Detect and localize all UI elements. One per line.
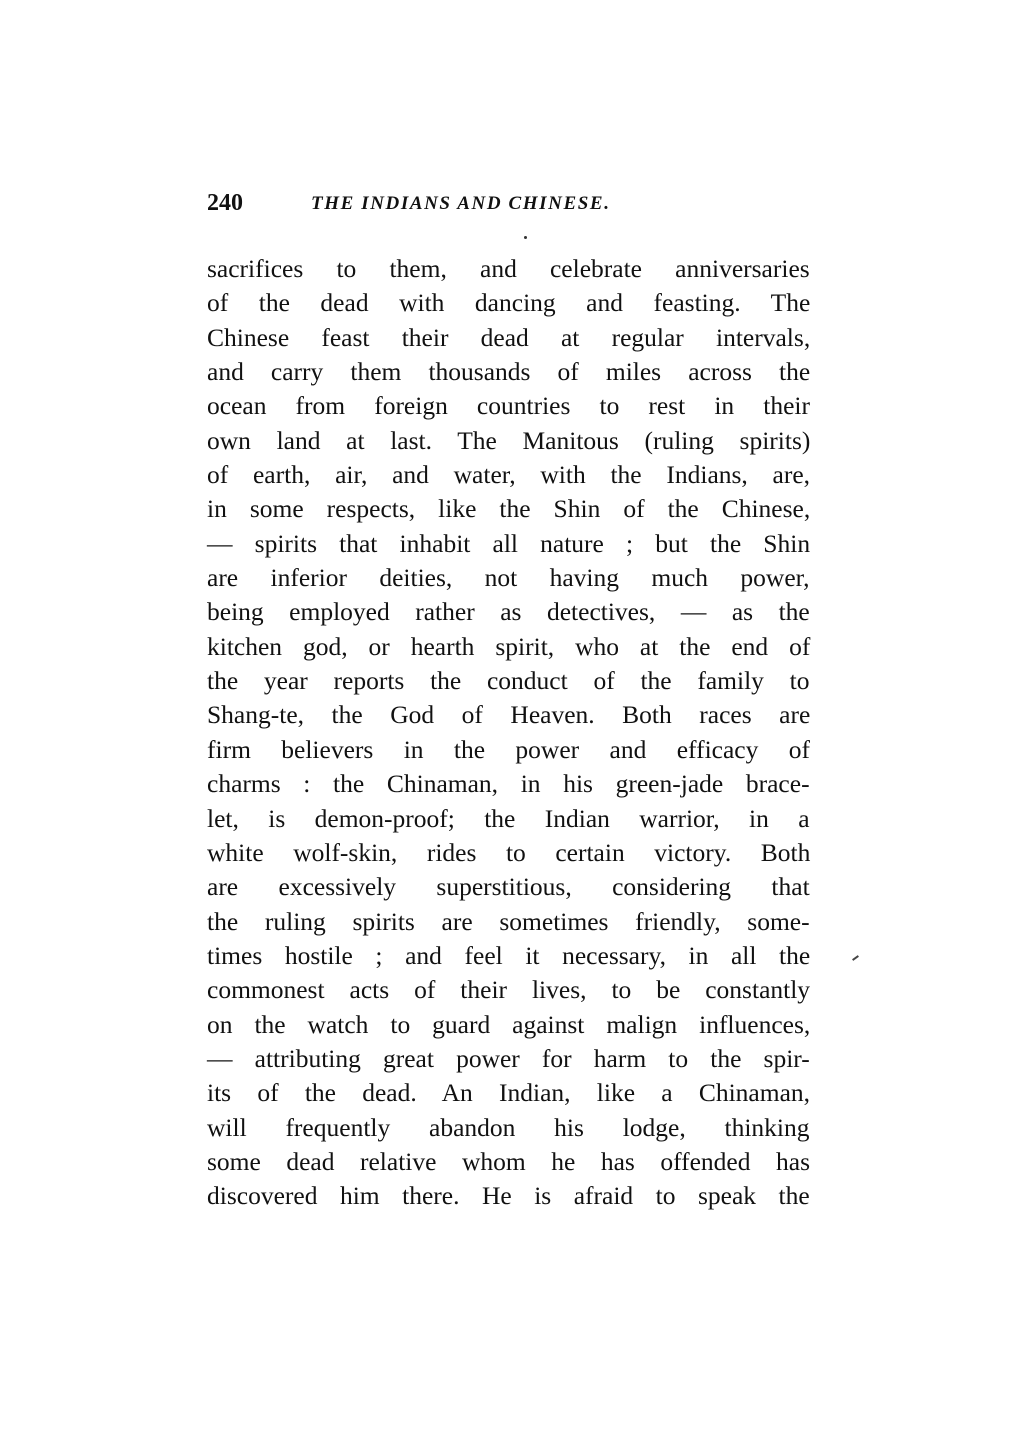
text-line: being employed rather as detectives, — as the [207,597,810,627]
text-line: commonest acts of their lives, to be constantly [207,975,811,1005]
text-line: in some respects, like the Shin of the Chinese, [207,494,811,524]
stray-print-mark [852,955,859,961]
running-title: THE INDIANS AND CHINESE. [311,193,611,214]
text-line: kitchen god, or hearth spirit, who at the end of [207,631,811,661]
text-line: its of the dead. An Indian, like a Chinaman, [207,1078,811,1108]
text-line: will frequently abandon his lodge, thinking [207,1112,810,1142]
text-line: are excessively superstitious, considering that [207,872,810,902]
text-line: firm believers in the power and efficacy of [207,734,810,764]
page-header [207,190,807,224]
text-line: of earth, air, and water, with the Indians, are, [207,460,811,490]
text-line: ocean from foreign countries to rest in their [207,391,810,421]
text-line: own land at last. The Manitous (ruling spirits) [207,425,811,455]
text-line: let, is demon-proof; the Indian warrior, in a [207,803,810,833]
print-speck [524,236,527,239]
text-line: and carry them thousands of miles across the [207,357,811,387]
body-text [207,252,810,1214]
text-line: on the watch to guard against malign influences, [207,1009,811,1039]
text-line: sacrifices to them, and celebrate anniversaries [207,254,810,283]
text-line: charms : the Chinaman, in his green-jade brace- [207,769,810,799]
text-line: discovered him there. He is afraid to speak the [207,1181,810,1211]
text-line: of the dead with dancing and feasting. The [207,288,811,318]
text-line: — spirits that inhabit all nature ; but the Shin [207,528,811,558]
text-line: — attributing great power for harm to the spir- [207,1043,810,1073]
text-line: some dead relative whom he has offended has [207,1146,810,1176]
text-line: are inferior deities, not having much power, [207,563,810,593]
text-line: times hostile ; and feel it necessary, in all the [207,940,811,970]
text-line: Chinese feast their dead at regular intervals, [207,322,811,352]
text-line: white wolf-skin, rides to certain victory. Both [207,837,811,867]
text-line: Shang-te, the God of Heaven. Both races are [207,700,811,730]
page-number: 240 [207,190,243,216]
text-line: the year reports the conduct of the family to [207,666,810,696]
text-line: the ruling spirits are sometimes friendly, some- [207,906,810,936]
